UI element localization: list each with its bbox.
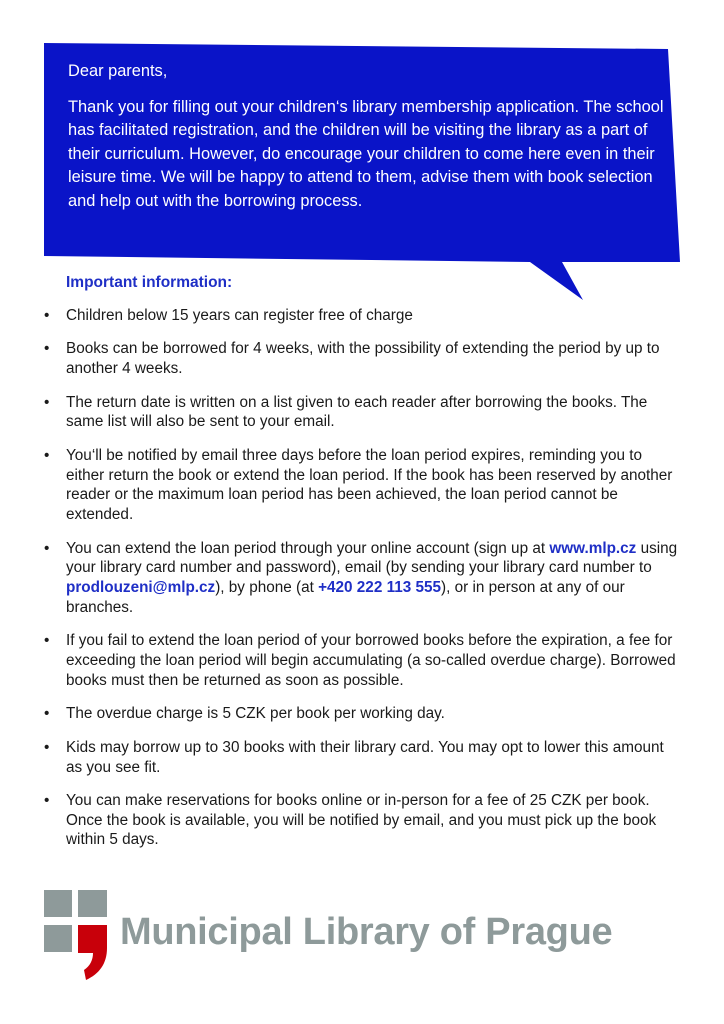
list-item [44,631,684,690]
bubble-text [68,60,668,214]
text-fragment: using your library card number and password), email (by sending your library card number to [66,539,678,577]
logo-comma [78,925,107,980]
email-link[interactable]: prodlouzeni@mlp.cz [66,579,216,597]
intro-paragraph: Thank you for filling out your children‘s library membership application. The school has facilitated registration, and the children will be visiting the library as a part of their curriculum. However, do encourage your children to come here even in their leisure time. We will be happy to attend to them, advise them with book selection and help out with the borrowing process. [68,97,664,210]
library-logo-icon [44,890,114,985]
bullet-icon: • [44,738,50,756]
greeting: Dear parents, [68,62,168,80]
list-item [44,306,684,326]
phone-link[interactable]: +420 222 113 555 [318,579,442,597]
info-list [44,306,684,864]
list-item [44,539,684,618]
logo-square-top-right [78,890,107,917]
bullet-icon: • [44,539,50,557]
bullet-icon: • [44,791,50,809]
list-item-text: If you fail to extend the loan period of your borrowed books before the expiration, a fee for exceeding the loan period will begin accumulating (a so-called overdue charge). Borrowed books must then be returned as soon as possible. [66,632,676,689]
list-item-text: The return date is written on a list given to each reader after borrowing the books. The same list will also be sent to your email. [66,393,648,431]
list-item-text: Children below 15 years can register free of charge [66,307,413,324]
list-item-text: You‘ll be notified by email three days before the loan period expires, reminding you to either return the book or extend the loan period. If the book has been reserved by another reader or the maximum loan period has been achieved, the loan period cannot be extended. [66,446,673,524]
logo-square-top-left [44,890,72,917]
bullet-icon: • [44,307,50,324]
list-item-text: Kids may borrow up to 30 books with their library card. You may opt to lower this amount as you see fit. [66,738,664,776]
bullet-icon: • [44,340,50,358]
text-fragment: ), or in person at any of our branches. [66,579,625,616]
important-heading: Important information: [66,274,233,291]
bullet-icon: • [44,705,50,723]
bullet-icon: • [44,632,50,650]
list-item [44,393,684,433]
list-item-text: Books can be borrowed for 4 weeks, with the possibility of extending the period by up to another 4 weeks. [66,340,660,378]
text-fragment: You can extend the loan period through your online account (sign up at [66,539,550,557]
list-item [44,339,684,379]
text-fragment: ), by phone (at [215,579,319,597]
bullet-icon: • [44,446,50,464]
list-item-text [66,540,677,616]
logo-text: Municipal Library of Prague [120,911,613,953]
website-link[interactable]: www.mlp.cz [549,539,637,557]
list-item [44,738,684,778]
list-item-text: You can make reservations for books online or in-person for a fee of 25 CZK per book. Once the book is available, you will be notified by email, and you must pick up the book within 5 days. [66,791,657,849]
list-item [44,791,684,850]
bullet-icon: • [44,393,50,411]
list-item [44,704,684,724]
logo-square-bottom-left [44,925,72,952]
list-item-text: The overdue charge is 5 CZK per book per working day. [66,705,445,723]
list-item [44,446,684,525]
